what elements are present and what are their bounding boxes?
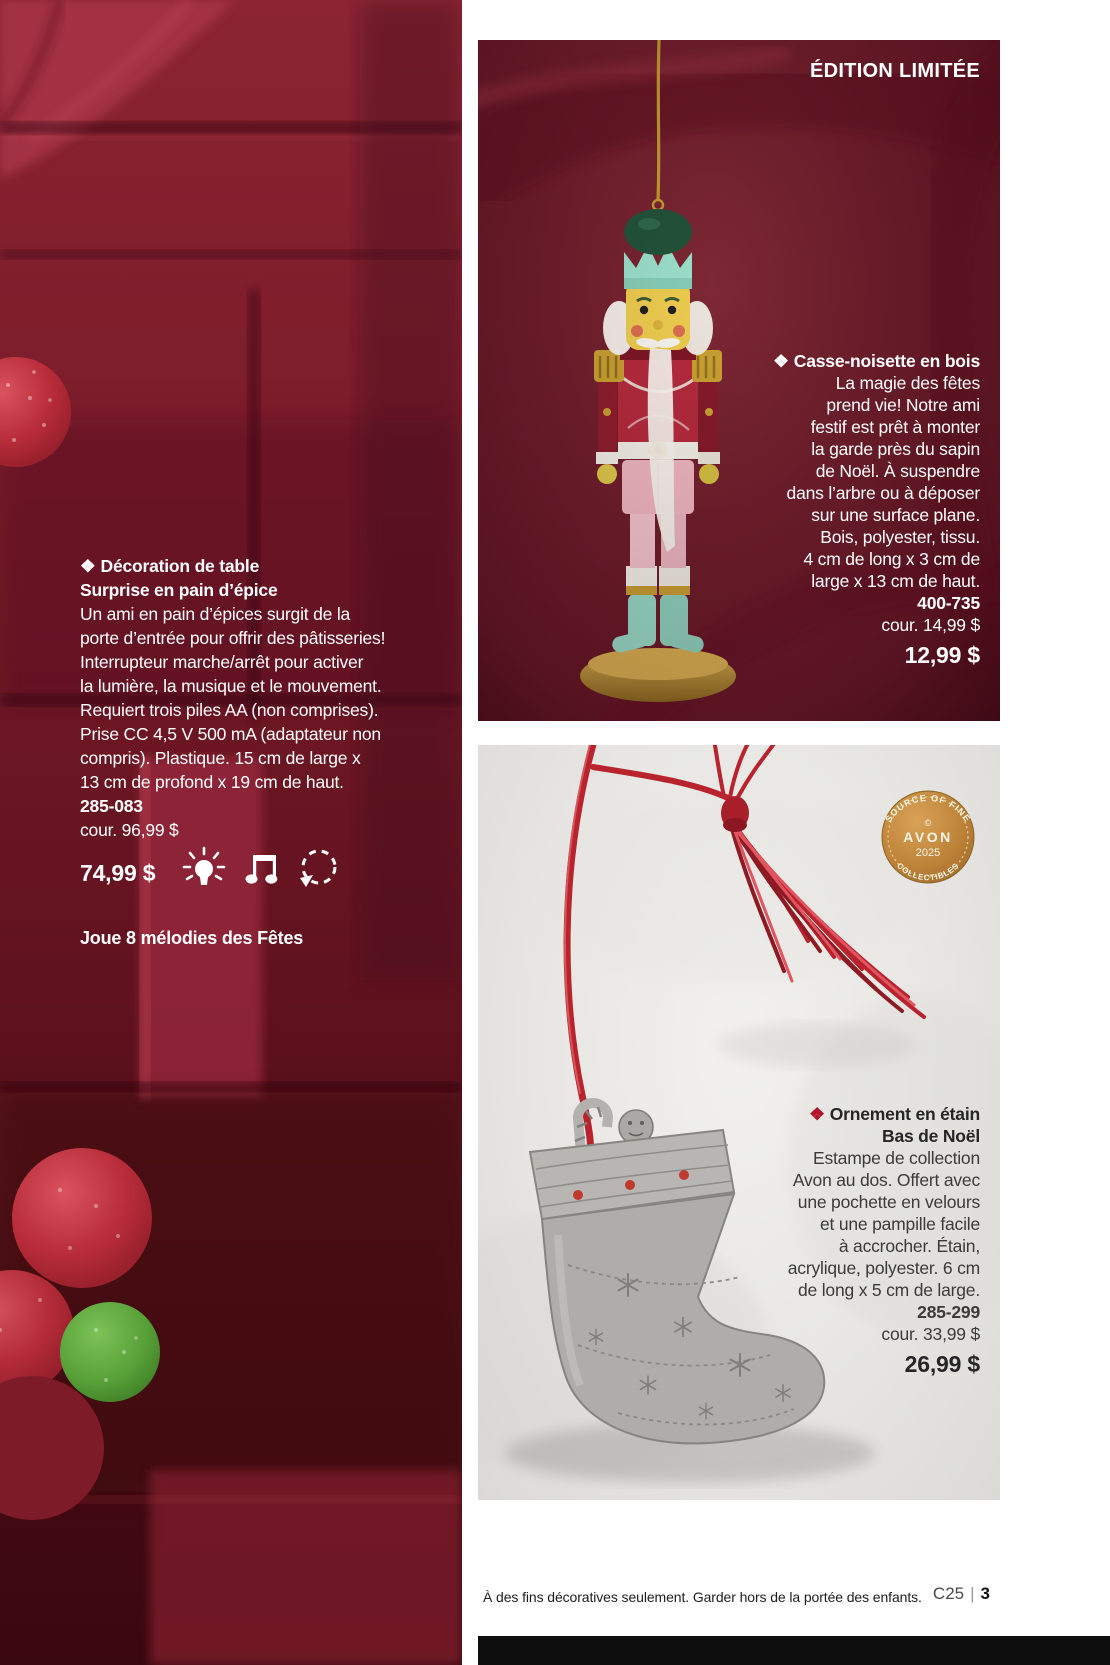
description-line: porte d’entrée pour offrir des pâtisseries! <box>80 628 386 648</box>
footer-disclaimer: À des fins décoratives seulement. Garder hors de la portée des enfants. <box>483 1589 922 1605</box>
nutcracker-photo <box>478 40 1000 721</box>
description-line: de Noël. À suspendre <box>815 461 980 481</box>
pewter-ornament-photo <box>478 745 1000 1500</box>
product-title-line1: Décoration de table <box>100 556 260 576</box>
description-line: de long x 5 cm de large. <box>798 1280 980 1300</box>
description-line: 4 cm de long x 3 cm de <box>803 549 980 569</box>
description-line: Estampe de collection <box>812 1148 980 1168</box>
description-line: Bois, polyester, tissu. <box>820 527 980 547</box>
collectibles-badge <box>882 791 974 883</box>
description-line: Requiert trois piles AA (non comprises). <box>80 700 379 720</box>
description-line: sur une surface plane. <box>811 505 980 525</box>
description-line: 13 cm de profond x 19 cm de haut. <box>80 772 344 792</box>
description-line: compris). Plastique. 15 cm de large x <box>80 748 361 768</box>
separator: | <box>970 1584 975 1603</box>
nutcracker-product-info <box>680 350 980 666</box>
product-description <box>680 372 980 592</box>
description-line: Avon au dos. Offert avec <box>792 1170 980 1190</box>
sale-price: 12,99 $ <box>904 642 980 668</box>
diamond-bullet-icon: ❖ <box>773 351 789 371</box>
description-line: La magie des fêtes <box>835 373 980 393</box>
badge-arc-top: SOURCE OF FINE <box>883 792 973 825</box>
description-line: à accrocher. Étain, <box>838 1236 980 1256</box>
description-line: large x 13 cm de haut. <box>811 571 980 591</box>
description-line: Un ami en pain d’épices surgit de la <box>80 604 351 624</box>
product-description <box>80 602 442 794</box>
item-number: 285-083 <box>80 796 143 816</box>
badge-year: 2025 <box>915 847 941 859</box>
edition-badge: ÉDITION LIMITÉE <box>809 60 980 82</box>
regular-price: cour. 96,99 $ <box>80 820 179 840</box>
description-line: festif est prêt à monter <box>810 417 980 437</box>
product-title <box>80 554 442 578</box>
description-line: prend vie! Notre ami <box>826 395 980 415</box>
product-title-text: Casse-noisette en bois <box>793 351 980 371</box>
price-row <box>80 846 442 892</box>
product-description <box>680 1147 980 1323</box>
bottom-black-bar <box>478 1636 1110 1665</box>
description-line: acrylique, polyester. 6 cm <box>787 1258 980 1278</box>
description-line: dans l’arbre ou à déposer <box>786 483 980 503</box>
description-line: et une pampille facile <box>819 1214 980 1234</box>
light-icon <box>181 846 227 892</box>
motion-icon <box>295 847 341 891</box>
pewter-product-info <box>680 1103 980 1375</box>
description-line: Prise CC 4,5 V 500 mA (adaptateur non <box>80 724 381 744</box>
badge-copyright: © <box>924 818 932 828</box>
product-title-line2: Surprise en pain d’épice <box>80 580 278 600</box>
product-title <box>680 1103 980 1125</box>
regular-price: cour. 14,99 $ <box>881 615 980 635</box>
regular-price: cour. 33,99 $ <box>881 1324 980 1344</box>
description-line: une pochette en velours <box>797 1192 980 1212</box>
feature-icons <box>181 846 341 892</box>
music-icon <box>240 848 282 890</box>
description-line: Interrupteur marche/arrêt pour activer <box>80 652 364 672</box>
badge-arc-bottom: COLLECTIBLES <box>895 861 961 883</box>
page-number: 3 <box>980 1584 990 1603</box>
sale-price: 74,99 $ <box>80 860 156 886</box>
description-line: 285-299 <box>917 1302 980 1322</box>
diamond-bullet-icon: ❖ <box>809 1104 825 1124</box>
product-title <box>680 350 980 372</box>
gingerbread-product-info <box>80 554 442 892</box>
description-line: la lumière, la musique et le mouvement. <box>80 676 382 696</box>
campaign-code: C25 <box>932 1584 965 1603</box>
melody-note: Joue 8 mélodies des Fêtes <box>80 928 304 948</box>
badge-brand: AVON <box>903 829 953 845</box>
product-title-line1: Ornement en étain <box>829 1104 980 1124</box>
page-reference <box>870 1584 990 1604</box>
ribbon-fold <box>0 0 235 178</box>
diamond-bullet-icon: ❖ <box>80 556 96 576</box>
sale-price: 26,99 $ <box>904 1351 980 1377</box>
description-line: la garde près du sapin <box>811 439 980 459</box>
product-title-line2: Bas de Noël <box>882 1126 980 1146</box>
item-number: 400-735 <box>917 593 980 613</box>
